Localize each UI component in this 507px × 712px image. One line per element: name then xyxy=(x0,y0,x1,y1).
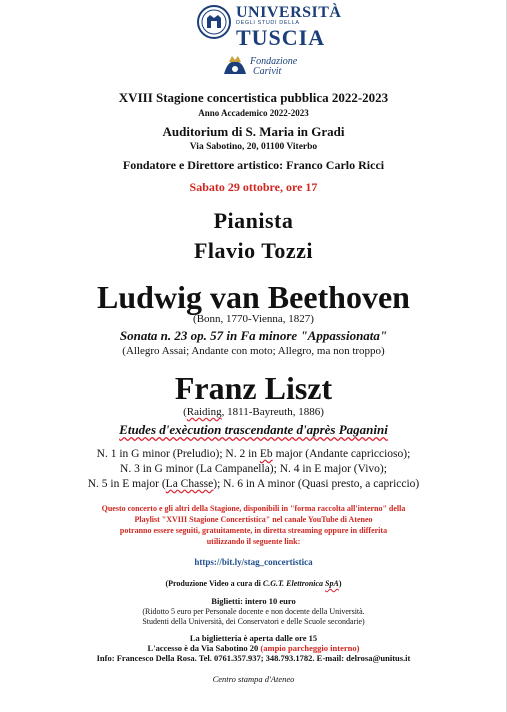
composer1-movements: (Allegro Assai; Andante con moto; Allegro, ma non troppo) xyxy=(122,345,385,357)
box-office-access: L'accesso è da Via Sabotino 20 (ampio parcheggio interno) xyxy=(147,643,360,653)
university-logo xyxy=(196,0,342,50)
composer2-etude-line2: N. 3 in G minor (La Campanella); N. 4 in E major (Vivo); xyxy=(120,463,387,475)
composer2-dates: (Raiding, 1811-Bayreuth, 1886) xyxy=(183,406,324,418)
foundation-line2: Carivit xyxy=(253,66,282,77)
box-office-info: Info: Francesco Della Rosa. Tel. 0761.357.937; 348.793.1782. E-mail: delrosa@unitus.it xyxy=(96,653,411,663)
composer1-work: Sonata n. 23 op. 57 in Fa minore "Appassionata" xyxy=(119,328,388,343)
streaming-line1: Questo concerto e gli altri della Stagione, disponibili in "forma raccolta all'interno" della xyxy=(101,504,406,513)
university-crest-icon xyxy=(196,2,232,44)
production-credit: (Produzione Video a cura di C.G.T. Elettronica SpA) xyxy=(165,579,342,588)
season-title: XVIII Stagione concertistica pubblica 2022-2023 xyxy=(118,90,389,105)
composer2-work: Etudes d'exècution trascendante d'après Paganini xyxy=(119,422,388,437)
founder: Fondatore e Direttore artistico: Franco Carlo Ricci xyxy=(122,158,385,172)
streaming-line2: Playlist "XVIII Stagione Concertistica" nel canale YouTube di Ateneo xyxy=(134,515,373,524)
academic-year: Anno Accademico 2022-2023 xyxy=(198,108,309,118)
streaming-line4: utilizzando il seguente link: xyxy=(206,537,301,546)
university-name: UNIVERSITÀ xyxy=(236,4,342,21)
streaming-line3: potranno essere seguiti, gratuitamente, in diretta streaming oppure in differita xyxy=(119,526,388,535)
performer-name: Flavio Tozzi xyxy=(193,238,314,263)
composer2-etude-line1: N. 1 in G minor (Preludio); N. 2 in Eb major (Andante capriccioso); xyxy=(96,448,411,460)
foundation-emblem-icon xyxy=(220,52,250,82)
composer1-dates: (Bonn, 1770-Vienna, 1827) xyxy=(193,313,314,325)
foundation-logo xyxy=(220,50,298,84)
streaming-link[interactable]: https://bit.ly/stag_concertistica xyxy=(194,557,313,567)
tickets-line2: Studenti della Università, dei Conservatori e delle Scuole secondarie) xyxy=(142,617,365,626)
university-city: TUSCIA xyxy=(236,25,326,50)
event-date: Sabato 29 ottobre, ore 17 xyxy=(189,180,318,194)
composer2-name: Franz Liszt xyxy=(174,370,333,406)
performer-role: Pianista xyxy=(213,208,294,233)
tickets-title: Biglietti: intero 10 euro xyxy=(211,596,296,606)
composer2-etude-line3: N. 5 in E major (La Chasse); N. 6 in A minor (Quasi presto, a capriccio) xyxy=(87,478,420,490)
venue-address: Via Sabotino, 20, 01100 Viterbo xyxy=(189,142,318,152)
venue: Auditorium di S. Maria in Gradi xyxy=(162,124,345,139)
composer1-name: Ludwig van Beethoven xyxy=(97,279,410,315)
university-subtitle: DEGLI STUDI DELLA xyxy=(236,20,300,26)
print-credit: Centro stampa d'Ateneo xyxy=(212,674,295,684)
box-office-hours: La biglietteria è aperta dalle ore 15 xyxy=(189,633,318,643)
tickets-line1: (Ridotto 5 euro per Personale docente e non docente della Università. xyxy=(142,607,365,616)
foundation-line1: Fondazione xyxy=(250,56,298,67)
